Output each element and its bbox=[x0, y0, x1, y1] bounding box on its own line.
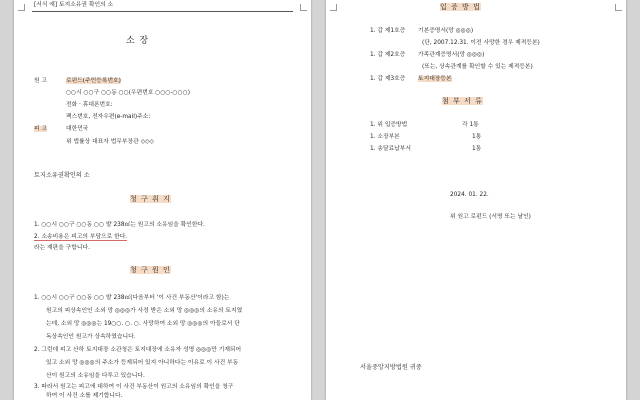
attachments-heading: 첨 부 서 류 bbox=[442, 97, 483, 105]
cause-heading: 청 구 원 인 bbox=[130, 266, 171, 274]
corner-mark bbox=[330, 4, 337, 11]
corner-mark bbox=[300, 4, 307, 11]
plaintiff-name: 로펀드(주민등록번호) bbox=[66, 78, 121, 84]
evidence-text: 가족관계증명서(망 ◎◎◎) bbox=[418, 52, 485, 58]
attachment-name: 1. 송달료납부서 bbox=[370, 146, 411, 152]
defendant-label: 피 고 bbox=[34, 126, 48, 132]
claim-heading: 청 구 취 지 bbox=[130, 195, 171, 203]
evidence-heading: 입 증 방 법 bbox=[440, 3, 481, 11]
attachment-name: 1. 소장부본 bbox=[370, 134, 400, 140]
corner-mark bbox=[615, 4, 622, 11]
plaintiff-address: ○○시 ○○구 ○○동 ○○(우편번호 ○○○-○○○) bbox=[66, 90, 190, 96]
document-page-2 bbox=[326, 0, 626, 400]
evidence-no: 1. 갑 제3호증 bbox=[370, 76, 406, 82]
evidence-no: 1. 갑 제2호증 bbox=[370, 52, 406, 58]
defendant-name: 대한민국 bbox=[66, 126, 89, 132]
evidence-text: 토지대장등본 bbox=[418, 76, 452, 82]
claim-item-1: 1. ○○시 ○○구 ○○동 ○○ 밭 238㎡는 원고의 소유임을 확인한다. bbox=[34, 222, 205, 228]
plaintiff-label: 원 고 bbox=[34, 78, 48, 84]
case-title: 토지소유권확인의 소 bbox=[34, 172, 90, 179]
attachment-count: 1통 bbox=[472, 134, 482, 140]
header-rule bbox=[32, 11, 293, 12]
claim-item-3: 라는 재판을 구합니다. bbox=[34, 245, 90, 251]
document-page-1 bbox=[14, 0, 311, 400]
plaintiff-phone: 전화 · 휴대폰번호: bbox=[66, 102, 113, 108]
evidence-note: (또는, 상속관계를 확인할 수 있는 제적등본) bbox=[422, 64, 533, 70]
cause-line: 있고 소외 망 ◎◎◎의 주소가 등재되어 있지 아니하다는 이유로 이 사건 부동 bbox=[46, 360, 239, 366]
plaintiff-fax: 팩스번호, 전자우편(e-mail)주소: bbox=[66, 114, 151, 120]
cause-line: 2. 그런데 피고 산하 토지대장 소관청은 토지대장에 소유자 성명 ◎◎◎만 기재되어 bbox=[34, 347, 242, 353]
cause-line: 하여 이 사건 소를 제기합니다. bbox=[46, 393, 123, 399]
document-title: 소 장 bbox=[126, 36, 150, 46]
filing-date: 2024. 01. 22. bbox=[450, 192, 489, 198]
evidence-note: (단, 2007.12.31. 이전 사망한 경우 제적등본) bbox=[422, 40, 540, 46]
cause-line: 1. ○○시 ○○구 ○○동 ○○ 밭 238㎡(다음부터 '이 사건 부동산'이라고 함)는 bbox=[34, 295, 230, 301]
cause-line: 3. 따라서 원고는 피고에 대하여 이 사건 부동산이 원고의 소유임의 확인을 청구 bbox=[34, 384, 234, 390]
court-name: 서울중앙지방법원 귀중 bbox=[360, 364, 422, 371]
defendant-representative: 위 법률상 대표자 법무부장관 ◇◇◇ bbox=[66, 139, 154, 145]
attachment-count: 각 1통 bbox=[462, 122, 479, 128]
cause-line: 는데, 소외 망 ◎◎◎는 19○○. ○. ○. 사망하여 소외 망 ◎◎◎의 아들로서 단 bbox=[46, 321, 240, 327]
evidence-no: 1. 갑 제1호증 bbox=[370, 28, 406, 34]
evidence-text: 기본증명서(망 ◎◎◎) bbox=[418, 28, 474, 34]
cause-line: 독상속인인 원고가 상속하였습니다. bbox=[46, 334, 136, 340]
signer-line: 위 원고 로펀드 (서명 또는 날인) bbox=[450, 214, 531, 220]
attachment-count: 1통 bbox=[472, 146, 482, 152]
cause-line: 산이 원고의 소유임을 다투고 있습니다. bbox=[46, 373, 145, 379]
cause-line: 원고의 피상속인인 소외 망 ◎◎◎가 사정 받은 소외 망 ◎◎◎의 소유의 토지였 bbox=[46, 308, 243, 314]
attachment-name: 1. 위 입증방법 bbox=[370, 122, 408, 128]
claim-item-2: 2. 소송비용은 피고의 부담으로 한다. bbox=[34, 234, 128, 240]
corner-mark bbox=[18, 4, 25, 11]
form-header: [서식 예] 토지소유권 확인의 소 bbox=[34, 2, 114, 8]
